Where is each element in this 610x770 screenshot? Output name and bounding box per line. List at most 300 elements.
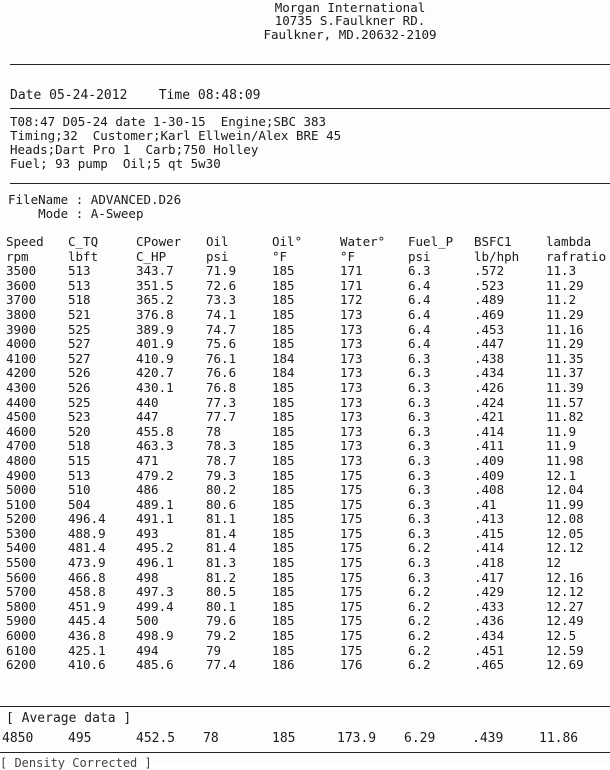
cell-lambda: 12.12 xyxy=(546,540,584,556)
cell-lambda: 12.16 xyxy=(546,569,584,585)
cell-water-temp: 173 xyxy=(340,336,363,352)
cell-fuel-pressure: 6.2 xyxy=(408,657,431,673)
cell-lambda: 12.04 xyxy=(546,482,584,498)
cell-bsfc: .438 xyxy=(474,350,505,366)
cell-fuel-pressure: 6.3 xyxy=(408,409,431,425)
cell-torque: 526 xyxy=(68,365,91,381)
table-row xyxy=(6,337,606,352)
cell-torque: 466.8 xyxy=(68,569,106,585)
company-street: 10735 S.Faulkner RD. xyxy=(274,13,426,28)
col-header-lambda: lambda xyxy=(546,234,592,249)
cell-water-temp: 175 xyxy=(340,598,363,614)
cell-oil-pressure: 75.6 xyxy=(206,336,237,352)
cell-power: 486 xyxy=(136,482,159,498)
cell-power: 365.2 xyxy=(136,292,174,308)
cell-speed: 4200 xyxy=(6,365,37,381)
cell-oil-temp: 185 xyxy=(272,467,295,483)
cell-oil-temp: 185 xyxy=(272,511,295,527)
cell-power: 430.1 xyxy=(136,379,174,395)
cell-torque: 425.1 xyxy=(68,642,106,658)
cell-torque: 436.8 xyxy=(68,628,106,644)
avg-water-temp: 173.9 xyxy=(337,731,377,746)
cell-oil-pressure: 79.2 xyxy=(206,628,237,644)
table-body xyxy=(6,264,606,673)
col-header-oil-pressure: Oil xyxy=(206,234,229,249)
cell-bsfc: .414 xyxy=(474,540,505,556)
avg-bsfc: .439 xyxy=(472,731,504,746)
cell-torque: 518 xyxy=(68,292,91,308)
cell-water-temp: 173 xyxy=(340,379,363,395)
cell-fuel-pressure: 6.3 xyxy=(408,379,431,395)
cell-speed: 3600 xyxy=(6,277,37,293)
cell-fuel-pressure: 6.3 xyxy=(408,511,431,527)
cell-bsfc: .434 xyxy=(474,365,505,381)
unit-oil-pressure: psi xyxy=(206,248,229,264)
col-header-speed: Speed xyxy=(6,234,44,249)
cell-torque: 513 xyxy=(68,467,91,483)
cell-oil-pressure: 81.3 xyxy=(206,555,237,571)
cell-power: 500 xyxy=(136,613,159,629)
cell-power: 351.5 xyxy=(136,277,174,293)
avg-oil-pressure: 78 xyxy=(203,731,219,746)
table-row xyxy=(6,381,606,396)
cell-speed: 4800 xyxy=(6,452,37,468)
cell-power: 496.1 xyxy=(136,555,174,571)
cell-power: 498 xyxy=(136,569,159,585)
cell-oil-temp: 185 xyxy=(272,598,295,614)
cell-oil-temp: 185 xyxy=(272,263,295,279)
time-value: 08:48:09 xyxy=(197,88,261,103)
cell-bsfc: .434 xyxy=(474,628,505,644)
cell-torque: 410.6 xyxy=(68,657,106,673)
cell-fuel-pressure: 6.4 xyxy=(408,336,431,352)
cell-oil-pressure: 78 xyxy=(206,423,222,439)
cell-speed: 5000 xyxy=(6,482,37,498)
cell-lambda: 11.35 xyxy=(546,350,584,366)
cell-power: 410.9 xyxy=(136,350,174,366)
cell-oil-temp: 185 xyxy=(272,379,295,395)
cell-fuel-pressure: 6.2 xyxy=(408,540,431,556)
cell-oil-pressure: 77.3 xyxy=(206,394,237,410)
cell-speed: 5400 xyxy=(6,540,37,556)
date-label: Date xyxy=(10,88,42,103)
cell-bsfc: .433 xyxy=(474,598,505,614)
avg-power: 452.5 xyxy=(136,731,176,746)
engine-info xyxy=(10,115,341,171)
filename-label: FileName : xyxy=(8,192,91,207)
cell-speed: 3500 xyxy=(6,263,37,279)
unit-power: C_HP xyxy=(136,248,167,264)
cell-torque: 523 xyxy=(68,409,91,425)
cell-bsfc: .409 xyxy=(474,452,505,468)
cell-torque: 518 xyxy=(68,438,91,454)
table-row xyxy=(6,658,606,673)
cell-oil-temp: 185 xyxy=(272,482,295,498)
cell-lambda: 11.39 xyxy=(546,379,584,395)
table-header-row xyxy=(6,235,606,250)
cell-oil-pressure: 78.7 xyxy=(206,452,237,468)
cell-water-temp: 175 xyxy=(340,482,363,498)
cell-oil-temp: 185 xyxy=(272,628,295,644)
table-row xyxy=(6,527,606,542)
cell-fuel-pressure: 6.2 xyxy=(408,642,431,658)
cell-fuel-pressure: 6.4 xyxy=(408,321,431,337)
cell-fuel-pressure: 6.3 xyxy=(408,496,431,512)
cell-speed: 5700 xyxy=(6,584,37,600)
cell-oil-pressure: 73.3 xyxy=(206,292,237,308)
col-header-bsfc: BSFC1 xyxy=(474,234,512,249)
cell-power: 420.7 xyxy=(136,365,174,381)
time-label: Time xyxy=(158,88,191,103)
info-line-4: Fuel; 93 pump Oil;5 qt 5w30 xyxy=(10,156,221,171)
cell-oil-pressure: 79.3 xyxy=(206,467,237,483)
cell-oil-pressure: 79.6 xyxy=(206,613,237,629)
cell-fuel-pressure: 6.3 xyxy=(408,467,431,483)
filename-row xyxy=(8,193,181,207)
cell-power: 401.9 xyxy=(136,336,174,352)
cell-fuel-pressure: 6.3 xyxy=(408,555,431,571)
cell-power: 376.8 xyxy=(136,306,174,322)
cell-oil-temp: 184 xyxy=(272,350,295,366)
cell-speed: 5500 xyxy=(6,555,37,571)
unit-lambda: rafratio xyxy=(546,248,607,264)
cell-speed: 4700 xyxy=(6,438,37,454)
cell-torque: 458.8 xyxy=(68,584,106,600)
cell-power: 489.1 xyxy=(136,496,174,512)
cell-oil-temp: 185 xyxy=(272,584,295,600)
cell-fuel-pressure: 6.2 xyxy=(408,598,431,614)
cell-fuel-pressure: 6.3 xyxy=(408,263,431,279)
average-title: [ Average data ] xyxy=(6,711,132,726)
cell-fuel-pressure: 6.4 xyxy=(408,306,431,322)
cell-power: 479.2 xyxy=(136,467,174,483)
cell-lambda: 12.27 xyxy=(546,598,584,614)
cell-speed: 4400 xyxy=(6,394,37,410)
cell-power: 343.7 xyxy=(136,263,174,279)
table-row xyxy=(6,585,606,600)
cell-oil-pressure: 81.2 xyxy=(206,569,237,585)
date-value: 05-24-2012 xyxy=(49,88,128,103)
cell-torque: 445.4 xyxy=(68,613,106,629)
cell-lambda: 11.29 xyxy=(546,306,584,322)
cell-bsfc: .451 xyxy=(474,642,505,658)
cell-oil-pressure: 81.1 xyxy=(206,511,237,527)
cell-bsfc: .447 xyxy=(474,336,505,352)
divider-file xyxy=(10,183,610,184)
cell-oil-pressure: 81.4 xyxy=(206,540,237,556)
report-datetime xyxy=(10,88,261,103)
unit-oil-temp: °F xyxy=(272,248,288,264)
cell-torque: 496.4 xyxy=(68,511,106,527)
cell-bsfc: .426 xyxy=(474,379,505,395)
cell-speed: 4900 xyxy=(6,467,37,483)
table-row xyxy=(6,541,606,556)
cell-lambda: 12 xyxy=(546,555,562,571)
cell-fuel-pressure: 6.3 xyxy=(408,365,431,381)
cell-oil-temp: 185 xyxy=(272,496,295,512)
col-header-water-temp: Water° xyxy=(340,234,386,249)
cell-torque: 521 xyxy=(68,306,91,322)
table-row xyxy=(6,396,606,411)
cell-lambda: 11.37 xyxy=(546,365,584,381)
cell-torque: 527 xyxy=(68,336,91,352)
table-row xyxy=(6,410,606,425)
cell-power: 494 xyxy=(136,642,159,658)
cell-oil-temp: 185 xyxy=(272,525,295,541)
cell-torque: 527 xyxy=(68,350,91,366)
table-row xyxy=(6,469,606,484)
cell-bsfc: .411 xyxy=(474,438,505,454)
cell-oil-pressure: 81.4 xyxy=(206,525,237,541)
cell-bsfc: .41 xyxy=(474,496,497,512)
cell-torque: 473.9 xyxy=(68,555,106,571)
cell-bsfc: .415 xyxy=(474,525,505,541)
cell-oil-temp: 184 xyxy=(272,365,295,381)
table-row xyxy=(6,293,606,308)
table-row xyxy=(6,454,606,469)
cell-lambda: 12.08 xyxy=(546,511,584,527)
cell-lambda: 12.49 xyxy=(546,613,584,629)
mode-value: A-Sweep xyxy=(90,206,144,221)
cell-torque: 488.9 xyxy=(68,525,106,541)
cell-power: 493 xyxy=(136,525,159,541)
cell-lambda: 11.9 xyxy=(546,438,577,454)
table-row xyxy=(6,644,606,659)
cell-oil-temp: 185 xyxy=(272,438,295,454)
col-header-torque: C_TQ xyxy=(68,234,99,249)
table-row xyxy=(6,512,606,527)
unit-bsfc: lb/hph xyxy=(474,248,520,264)
table-row xyxy=(6,352,606,367)
cell-water-temp: 173 xyxy=(340,394,363,410)
cell-water-temp: 173 xyxy=(340,452,363,468)
cell-oil-pressure: 76.6 xyxy=(206,365,237,381)
cell-lambda: 11.82 xyxy=(546,409,584,425)
col-header-oil-temp: Oil° xyxy=(272,234,303,249)
cell-speed: 5900 xyxy=(6,613,37,629)
cell-lambda: 11.29 xyxy=(546,277,584,293)
cell-water-temp: 175 xyxy=(340,525,363,541)
cell-oil-pressure: 80.2 xyxy=(206,482,237,498)
avg-fuel-pressure: 6.29 xyxy=(404,731,436,746)
cell-lambda: 11.29 xyxy=(546,336,584,352)
table-row xyxy=(6,264,606,279)
avg-speed: 4850 xyxy=(2,731,34,746)
cell-power: 389.9 xyxy=(136,321,174,337)
cell-fuel-pressure: 6.3 xyxy=(408,394,431,410)
divider-info xyxy=(10,108,610,109)
unit-torque: lbft xyxy=(68,248,99,264)
cell-water-temp: 171 xyxy=(340,277,363,293)
cell-bsfc: .572 xyxy=(474,263,505,279)
table-row xyxy=(6,629,606,644)
mode-label: Mode : xyxy=(38,206,91,221)
cell-bsfc: .414 xyxy=(474,423,505,439)
cell-water-temp: 173 xyxy=(340,423,363,439)
cell-speed: 5800 xyxy=(6,598,37,614)
cell-oil-pressure: 77.7 xyxy=(206,409,237,425)
cell-lambda: 11.99 xyxy=(546,496,584,512)
cell-bsfc: .408 xyxy=(474,482,505,498)
avg-torque: 495 xyxy=(68,731,92,746)
avg-oil-temp: 185 xyxy=(272,731,296,746)
table-row xyxy=(6,323,606,338)
cell-water-temp: 173 xyxy=(340,438,363,454)
unit-fuel-pressure: psi xyxy=(408,248,431,264)
cell-torque: 481.4 xyxy=(68,540,106,556)
avg-lambda: 11.86 xyxy=(539,731,579,746)
cell-bsfc: .409 xyxy=(474,467,505,483)
cell-torque: 526 xyxy=(68,379,91,395)
cell-speed: 6000 xyxy=(6,628,37,644)
cell-bsfc: .453 xyxy=(474,321,505,337)
company-name: Morgan International xyxy=(274,0,426,15)
cell-fuel-pressure: 6.3 xyxy=(408,569,431,585)
cell-lambda: 12.5 xyxy=(546,628,577,644)
filename-value: ADVANCED.D26 xyxy=(90,192,182,207)
cell-speed: 6200 xyxy=(6,657,37,673)
cell-oil-temp: 185 xyxy=(272,277,295,293)
cell-torque: 525 xyxy=(68,321,91,337)
cell-oil-pressure: 80.5 xyxy=(206,584,237,600)
table-row xyxy=(6,498,606,513)
info-line-2: Timing;32 Customer;Karl Ellwein/Alex BRE 45 xyxy=(10,128,342,143)
table-row xyxy=(6,614,606,629)
cell-water-temp: 175 xyxy=(340,628,363,644)
cell-oil-temp: 185 xyxy=(272,642,295,658)
cell-fuel-pressure: 6.3 xyxy=(408,350,431,366)
cell-water-temp: 173 xyxy=(340,321,363,337)
cell-fuel-pressure: 6.3 xyxy=(408,438,431,454)
cell-lambda: 12.12 xyxy=(546,584,584,600)
cell-oil-pressure: 78.3 xyxy=(206,438,237,454)
cell-power: 440 xyxy=(136,394,159,410)
cell-speed: 4300 xyxy=(6,379,37,395)
cell-speed: 3700 xyxy=(6,292,37,308)
cell-lambda: 11.98 xyxy=(546,452,584,468)
cell-fuel-pressure: 6.3 xyxy=(408,452,431,468)
cell-water-temp: 175 xyxy=(340,613,363,629)
cell-oil-temp: 185 xyxy=(272,321,295,337)
cell-speed: 4100 xyxy=(6,350,37,366)
cell-fuel-pressure: 6.2 xyxy=(408,628,431,644)
cell-fuel-pressure: 6.3 xyxy=(408,423,431,439)
cell-oil-temp: 185 xyxy=(272,613,295,629)
cell-power: 455.8 xyxy=(136,423,174,439)
cell-speed: 4500 xyxy=(6,409,37,425)
cell-torque: 525 xyxy=(68,394,91,410)
cell-torque: 504 xyxy=(68,496,91,512)
cell-lambda: 11.16 xyxy=(546,321,584,337)
cell-water-temp: 175 xyxy=(340,584,363,600)
table-row xyxy=(6,439,606,454)
cell-oil-pressure: 76.1 xyxy=(206,350,237,366)
table-row xyxy=(6,425,606,440)
cell-oil-pressure: 74.1 xyxy=(206,306,237,322)
footer-partial-text: [ Density Corrected ] xyxy=(0,756,152,770)
cell-speed: 5100 xyxy=(6,496,37,512)
cell-water-temp: 171 xyxy=(340,263,363,279)
cell-water-temp: 173 xyxy=(340,350,363,366)
cell-oil-pressure: 79 xyxy=(206,642,222,658)
cell-water-temp: 176 xyxy=(340,657,363,673)
cell-bsfc: .465 xyxy=(474,657,505,673)
cell-lambda: 11.3 xyxy=(546,263,577,279)
cell-water-temp: 172 xyxy=(340,292,363,308)
cell-power: 485.6 xyxy=(136,657,174,673)
table-units-row xyxy=(6,250,606,265)
file-info xyxy=(8,193,181,221)
cell-water-temp: 175 xyxy=(340,642,363,658)
cell-oil-temp: 185 xyxy=(272,409,295,425)
cell-water-temp: 175 xyxy=(340,555,363,571)
cell-torque: 451.9 xyxy=(68,598,106,614)
table-row xyxy=(6,366,606,381)
cell-power: 498.9 xyxy=(136,628,174,644)
table-row xyxy=(6,556,606,571)
col-header-fuel-pressure: Fuel_P xyxy=(408,234,454,249)
cell-water-temp: 175 xyxy=(340,511,363,527)
cell-water-temp: 173 xyxy=(340,306,363,322)
table-row xyxy=(6,279,606,294)
cell-fuel-pressure: 6.4 xyxy=(408,292,431,308)
table-row xyxy=(6,308,606,323)
cell-oil-temp: 185 xyxy=(272,292,295,308)
table-row xyxy=(6,571,606,586)
cell-torque: 513 xyxy=(68,277,91,293)
cell-power: 497.3 xyxy=(136,584,174,600)
info-line-3: Heads;Dart Pro 1 Carb;750 Holley xyxy=(10,142,259,157)
cell-bsfc: .489 xyxy=(474,292,505,308)
cell-water-temp: 173 xyxy=(340,409,363,425)
cell-lambda: 12.59 xyxy=(546,642,584,658)
cell-fuel-pressure: 6.4 xyxy=(408,277,431,293)
cell-fuel-pressure: 6.3 xyxy=(408,482,431,498)
cell-power: 499.4 xyxy=(136,598,174,614)
cell-lambda: 12.1 xyxy=(546,467,577,483)
cell-oil-temp: 185 xyxy=(272,306,295,322)
cell-oil-pressure: 74.7 xyxy=(206,321,237,337)
divider-bottom xyxy=(0,752,610,753)
cell-oil-temp: 186 xyxy=(272,657,295,673)
cell-speed: 4000 xyxy=(6,336,37,352)
cell-water-temp: 175 xyxy=(340,467,363,483)
cell-torque: 520 xyxy=(68,423,91,439)
table-row xyxy=(6,600,606,615)
table-row xyxy=(6,483,606,498)
unit-water-temp: °F xyxy=(340,248,356,264)
col-header-power: CPower xyxy=(136,234,182,249)
cell-oil-pressure: 72.6 xyxy=(206,277,237,293)
cell-speed: 6100 xyxy=(6,642,37,658)
cell-lambda: 12.69 xyxy=(546,657,584,673)
cell-oil-pressure: 80.1 xyxy=(206,598,237,614)
cell-speed: 3900 xyxy=(6,321,37,337)
cell-fuel-pressure: 6.2 xyxy=(408,584,431,600)
cell-bsfc: .469 xyxy=(474,306,505,322)
cell-oil-temp: 185 xyxy=(272,452,295,468)
cell-oil-pressure: 76.8 xyxy=(206,379,237,395)
cell-power: 495.2 xyxy=(136,540,174,556)
cell-water-temp: 175 xyxy=(340,569,363,585)
dyno-data-table xyxy=(6,235,606,673)
cell-power: 471 xyxy=(136,452,159,468)
cell-bsfc: .523 xyxy=(474,277,505,293)
divider-average xyxy=(0,706,610,707)
cell-torque: 515 xyxy=(68,452,91,468)
cell-lambda: 11.2 xyxy=(546,292,577,308)
cell-water-temp: 175 xyxy=(340,540,363,556)
